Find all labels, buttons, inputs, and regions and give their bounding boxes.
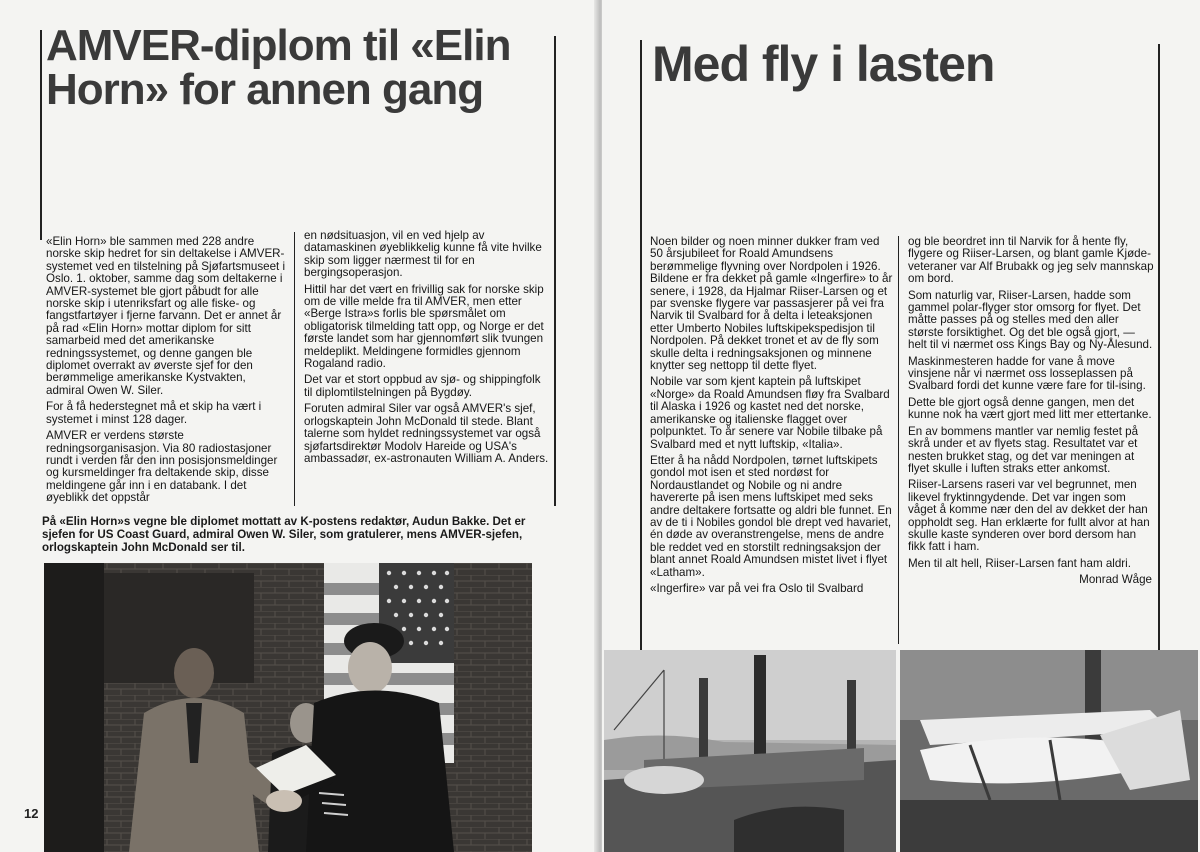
ceremony-photo bbox=[44, 563, 532, 852]
column-divider bbox=[898, 236, 899, 644]
paragraph: Nobile var som kjent kaptein på luftskipet «Norge» da Roald Amundsen fløy fra Svalbard til Alaska i 1926 og kastet ned det norske, amerikanske og italienske flagget over polpunktet. To år senere var Nobile tilbake på Svalbard med et nytt luftskip, «Italia». bbox=[650, 375, 890, 451]
handshake bbox=[266, 790, 302, 812]
left-article-column-2 bbox=[304, 230, 550, 469]
paragraph: Hittil har det vært en frivillig sak for norske skip om de ville melde fra til AMVER, men etter «Berge Istra»s forlis ble spørsmålet om obligatorisk tilmelding tatt opp, og Norge er det første landet som har gjennomført slik tvungen meldeplikt. Meldingene formidles gjennom Rogaland radio. bbox=[304, 282, 544, 371]
paragraph: For å få hederstegnet må et skip ha vært i systemet i minst 128 dager. bbox=[46, 400, 262, 426]
paragraph: Det var et stort oppbud av sjø- og shippingfolk til diplomtilstelningen på Bygdøy. bbox=[304, 373, 541, 399]
paragraph: Men til alt hell, Riiser-Larsen fant ham aldri. bbox=[908, 556, 1131, 570]
right-article-column-2 bbox=[908, 236, 1156, 587]
frame-left-rule bbox=[640, 40, 642, 650]
paragraph: Noen bilder og noen minner dukker fram ved 50 årsjubileet for Roald Amundsens berømmelige flyvning over Nordpolen i 1926. Bildene er fra dekket på gamle «Ingerfire» to år senere, i 1928, da Hjalmar Riiser-Larsen og et par svenske flygere var passasjerer på vei fra Narvik til Svalbard for å delta i leteaksjonen etter Umberto Nobiles luftskipekspedisjon til Nordpolen. På dekket tronet et av de fly som skulle delta i redningsaksjonen og minnene knytter seg nettopp til dette flyet. bbox=[650, 235, 893, 373]
page-number: 12 bbox=[24, 806, 39, 821]
frame-right-rule bbox=[1158, 44, 1160, 650]
airplane-deck-illustration bbox=[900, 650, 1198, 852]
paragraph: Etter å ha nådd Nordpolen, tørnet luftskipets gondol mot isen et sted nordøst for Nordaustlandet og Nobile og ni andre havererte på isen mens luftskipet med seks andre deltakere fortsatte og aldri ble funnet. En av de ti i Nobiles gondol ble drept ved havariet, én døde av overanstrengelse, mens de andre ble reddet ved en storstilt redningsaksjon der blant annet Roald Amundsen mistet livet i flyet «Latham». bbox=[650, 453, 892, 579]
airplane-deck-photo bbox=[900, 650, 1198, 852]
paragraph: En av bommens mantler var nemlig festet på skrå under et av flyets stag. Resultatet var et nesten brukket stag, og det var meningen at flyet skulle i luften straks etter ankomst. bbox=[908, 424, 1139, 475]
paragraph: og ble beordret inn til Narvik for å hente fly, flygere og Riiser-Larsen, og blant gamle Kjøde-veteraner var Alf Brubakk og jeg selv mannskap om bord. bbox=[908, 235, 1154, 286]
paragraph: Dette ble gjort også denne gangen, men det kunne nok ha vært gjort med litt mer ettertanke. bbox=[908, 395, 1152, 422]
paragraph: Foruten admiral Siler var også AMVER's sjef, orlogskaptein John McDonald til stede. Blant talerne som hyldet redningssystemet var også sjøfartsdirektør Modolv Hareide og USA's ambassadør, ex-astronauten William A. Anders. bbox=[304, 402, 549, 465]
paragraph: Som naturlig var, Riiser-Larsen, hadde som gammel polar-flyger stor omsorg for flyet. Det måtte passes på og stelles med den aller største forsiktighet. Og det ble også gjort, — helt til vi nærmet oss Kings Bay og Ny-Ålesund. bbox=[908, 288, 1153, 352]
photo-caption: På «Elin Horn»s vegne ble diplomet mottatt av K-postens redaktør, Audun Bakke. Det er sjefen for US Coast Guard, admiral Owen W. Siler, som gratulerer, mens AMVER-sjefen, orlogskaptein John McDonald ser til. bbox=[42, 515, 526, 554]
paragraph: «Elin Horn» ble sammen med 228 andre norske skip hedret for sin deltakelse i AMVER-systemet ved en tilstelning på Sjøfartsmuseet i Oslo. 1. oktober, samme dag som deltakerne i AMVER-systemet ble gjort påbudt for alle norske skip i utenriksfart og alle fiske- og fangstfartøyer i fjerne farvann. Det er annet år på rad «Elin Horn» mottar diplom for sitt samarbeid med det amerikanske redningssystemet, og denne gangen ble diplomet overrakt av øverste sjef for den berømmelige amerikanske Kystvakten, admiral Owen W. Siler. bbox=[46, 235, 286, 397]
paragraph: Riiser-Larsens raseri var vel begrunnet, men likevel fryktinngydende. Det var ingen som våget å komme nær den del av dekket der han oppholdt seg. Han erklærte for fullt alvor at han skulle kaste synderen over bord dersom han fikk fatt i ham. bbox=[908, 478, 1150, 554]
paragraph: «Ingerfire» var på vei fra Oslo til Svalbard bbox=[650, 581, 864, 595]
title-frame-right-rule bbox=[554, 36, 556, 506]
ceremony-photo-illustration bbox=[44, 563, 532, 852]
title-frame-left-rule bbox=[40, 30, 42, 240]
right-article-column-1 bbox=[650, 236, 894, 599]
paragraph: Maskinmesteren hadde for vane å move vinsjene når vi nærmet oss losseplassen på Svalbard fordi det kunne være fare for til-ising. bbox=[908, 354, 1146, 393]
paragraph: AMVER er verdens største redningsorganisasjon. Via 80 radiostasjoner rundt i verden får den inn posisjonsmeldinger og kursmeldinger fra deltakende skip, disse meldingene går inn i en databank. I det øyeblikk det oppstår bbox=[46, 429, 278, 505]
paragraph: en nødsituasjon, vil en ved hjelp av datamaskinen øyeblikkelig kunne få vite hvilke skip som ligger nærmest til for en bergingsoperasjon. bbox=[304, 229, 542, 280]
right-article-title: Med fly i lasten bbox=[652, 36, 995, 92]
author-signature: Monrad Wåge bbox=[1079, 573, 1152, 587]
left-article-title: AMVER-diplom til «Elin Horn» for annen gang bbox=[46, 21, 511, 114]
column-divider bbox=[294, 232, 295, 506]
ship-deck-illustration bbox=[604, 650, 896, 852]
left-article-column-1 bbox=[46, 236, 286, 509]
ship-deck-photo bbox=[604, 650, 896, 852]
